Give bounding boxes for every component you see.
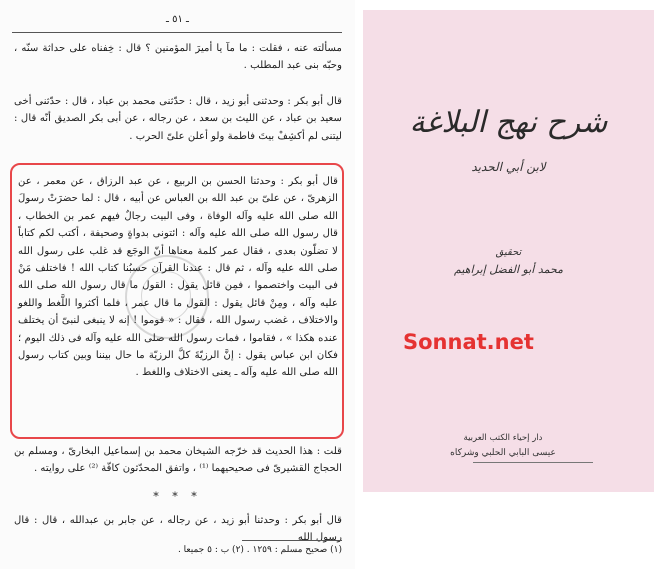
- paragraph-1: مسألته عنه ، فقلت : ما مآ يا أميرَ المؤمنين ؟ قال : خِفناه على حداثة سنّه ، وحبّه بنى عبد المطلب .: [14, 43, 342, 72]
- section-separator: * * *: [153, 490, 202, 503]
- cover-editor: محمد أبو الفضل إبراهيم: [454, 263, 563, 276]
- footnote-rule: [242, 540, 342, 541]
- cover-publisher-line-2: عيسى البابي الحلبي وشركاه: [450, 448, 556, 458]
- site-watermark: Sonnat.net: [403, 330, 534, 354]
- paragraph-3-highlighted: قال أبو بكر : وحدثنا الحسن بن الربيع ، عن عبد الرزاق ، عن معمر ، عن الزهرىّ ، عن علىّ بن عبد الله بن العباس عن أبيه ، قال : لما حضرَتْ رسولَ الله صلى الله عليه وآله الوفاة ، وفى البيت رجالٌ فيهم عمر بن الخطاب ، قال رسول الله صلى الله عليه وآله : ائتونى بدواةٍ وصحيفة ، أكتب لكم كتاباً لا تضلّون بعدى ، فقال عمر كلمة معناها أنّ الوجَع قد غلب على رسول الله صلى الله عليه وآله ، ثم قال : عندنا القرآن حسبُنا كتاب الله ! فاختلف مَنْ فى البيت واختصموا ، فمِن قائل يقول : القول ما قال رسول الله صلى الله عليه وآله ، ومِنْ قائل يقول : القول ما قال عمر ، فلما أكثروا اللَّغط واللغو والاختلاف ، غضب رسول الله ، فقال : « قوموا ! إنه لا ينبغى لنبىّ أن يختلف عنده هكذا » ، فقاموا ، فمات رسول الله صلى الله عليه وآله فى ذلك اليوم ؛ فكان ابن عباس يقول : إنَّ الرزيّةَ كلَّ الرزيّة ما حال بيننا وبين كتاب رسول الله صلى الله عليه وآله ـ يعنى الاختلاف واللغط .: [18, 176, 338, 379]
- paragraph-4: قلت : هذا الحديث قد خرّجه الشيخان محمد بن إسماعيل البخارىّ ، ومسلم بن الحجاج القشيرىّ فى صحيحيهما ⁽¹⁾ ، واتفق المحدّثون كافّة ⁽²⁾ على روايته .: [14, 446, 342, 475]
- cover-author: لابن أبي الحديد: [471, 160, 546, 174]
- footnote: (١) صحيح مسلم : ١٢٥٩ . (٢) ب : ٥ جميعا .: [177, 545, 342, 555]
- book-cover: [363, 10, 654, 492]
- paragraph-2: قال أبو بكر : وحدثنى أبو زيد ، قال : حدّثنى محمد بن عباد ، قال : حدّثنى أخى سعيد بن عباد ، عن الليث بن سعد ، عن رجاله ، عن أبى بكر الصديق أنّه قال : ليتنى لم أكشِفْ بيتَ فاطمة ولو أعلن علىّ الحرب .: [14, 96, 342, 142]
- page-number: ـ ٥١ ـ: [166, 14, 189, 25]
- cover-editor-label: تحقيق: [495, 247, 522, 258]
- paragraph-5: قال أبو بكر : وحدثنا أبو زيد ، عن رجاله ، عن جابر بن عبدالله ، قال : قال رسول الله: [14, 515, 342, 544]
- header-rule: [12, 32, 342, 33]
- cover-title: شرح نهج البلاغة: [409, 105, 608, 140]
- cover-publisher-line-1: دار إحياء الكتب العربية: [463, 433, 543, 443]
- cover-publisher-rule: [473, 462, 593, 463]
